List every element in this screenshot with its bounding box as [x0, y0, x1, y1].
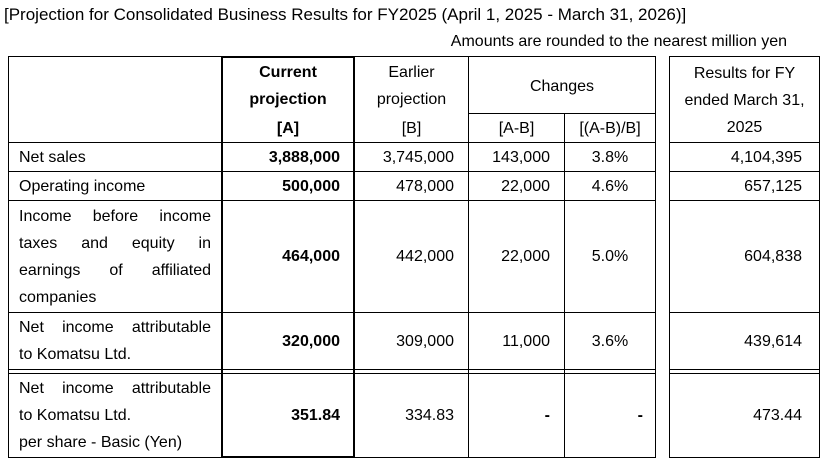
cell-pct: 3.6%: [591, 332, 629, 350]
header-results-line2: ended March 31,: [684, 91, 805, 109]
cell-pct: 4.6%: [591, 177, 629, 195]
row-label-line: Operating income: [19, 177, 146, 195]
cell-diff: 22,000: [501, 177, 550, 195]
cell-earlier: 442,000: [396, 248, 454, 265]
row-label-operating-income: [9, 172, 221, 200]
cell-earlier: 309,000: [396, 332, 454, 350]
row-label-line: companies: [19, 288, 97, 306]
cell-earlier: 478,000: [396, 177, 454, 195]
cell-current: 320,000: [282, 332, 340, 350]
cell-results: 473.44: [753, 407, 802, 424]
cell-diff: 22,000: [501, 248, 550, 265]
row-label-line: per share - Basic (Yen): [19, 434, 183, 451]
header-current-code: [A]: [276, 119, 300, 137]
row-label-line: taxes and equity in: [19, 234, 211, 252]
header-change-pct-code: [(A-B)/B]: [579, 119, 641, 137]
cell-pct: 3.8%: [591, 148, 629, 166]
grid-line: [669, 56, 820, 57]
row-label-net-income: [9, 313, 221, 369]
header-earlier: [355, 58, 468, 114]
cell-current: 500,000: [282, 177, 340, 195]
header-results: [670, 58, 819, 142]
row-label-line: Net income attributable: [19, 380, 211, 397]
row-label-line: Net sales: [19, 148, 86, 166]
header-earlier-line2: projection: [376, 91, 447, 108]
cell-diff: 143,000: [492, 148, 550, 166]
row-label-line: Net income attributable: [19, 319, 211, 336]
row-label-line: to Komatsu Ltd.: [19, 407, 132, 424]
header-current-line1: Current: [259, 64, 317, 81]
cell-current: 464,000: [282, 248, 340, 265]
rounding-note: Amounts are rounded to the nearest million yen: [450, 33, 787, 50]
row-label-per-share: [9, 374, 221, 457]
cell-current: 3,888,000: [268, 148, 340, 166]
row-label-line: to Komatsu Ltd.: [19, 346, 132, 363]
grid-line: [655, 56, 656, 458]
cell-diff: -: [544, 407, 550, 424]
header-current: [222, 58, 354, 114]
header-changes: Changes: [529, 77, 595, 95]
header-results-line3: 2025: [726, 118, 763, 136]
cell-earlier: 334.83: [405, 407, 454, 424]
cell-pct: -: [637, 407, 643, 424]
cell-current: 351.84: [291, 407, 340, 424]
row-label-line: Income before income: [19, 207, 211, 225]
document-title: [Projection for Consolidated Business Results for FY2025 (April 1, 2025 - March 31, 2026)]: [4, 5, 687, 24]
cell-results: 604,838: [744, 248, 802, 265]
grid-line: [819, 56, 820, 458]
cell-results: 657,125: [744, 177, 802, 195]
row-label-net-sales: [9, 143, 221, 171]
row-label-line: earnings of affiliated: [19, 261, 211, 279]
row-label-income-before-taxes: [9, 201, 221, 312]
cell-earlier: 3,745,000: [382, 148, 454, 166]
header-change-diff-code: [A-B]: [498, 119, 535, 137]
grid-line: [669, 457, 820, 458]
header-current-line2: projection: [249, 91, 327, 108]
cell-pct: 5.0%: [591, 248, 629, 265]
header-earlier-line1: Earlier: [388, 64, 435, 81]
cell-results: 439,614: [744, 332, 802, 350]
header-earlier-code: [B]: [401, 119, 422, 137]
cell-diff: 11,000: [502, 332, 550, 350]
header-results-line1: Results for FY: [693, 64, 796, 82]
cell-results: 4,104,395: [730, 148, 802, 166]
grid-line: [669, 369, 820, 370]
